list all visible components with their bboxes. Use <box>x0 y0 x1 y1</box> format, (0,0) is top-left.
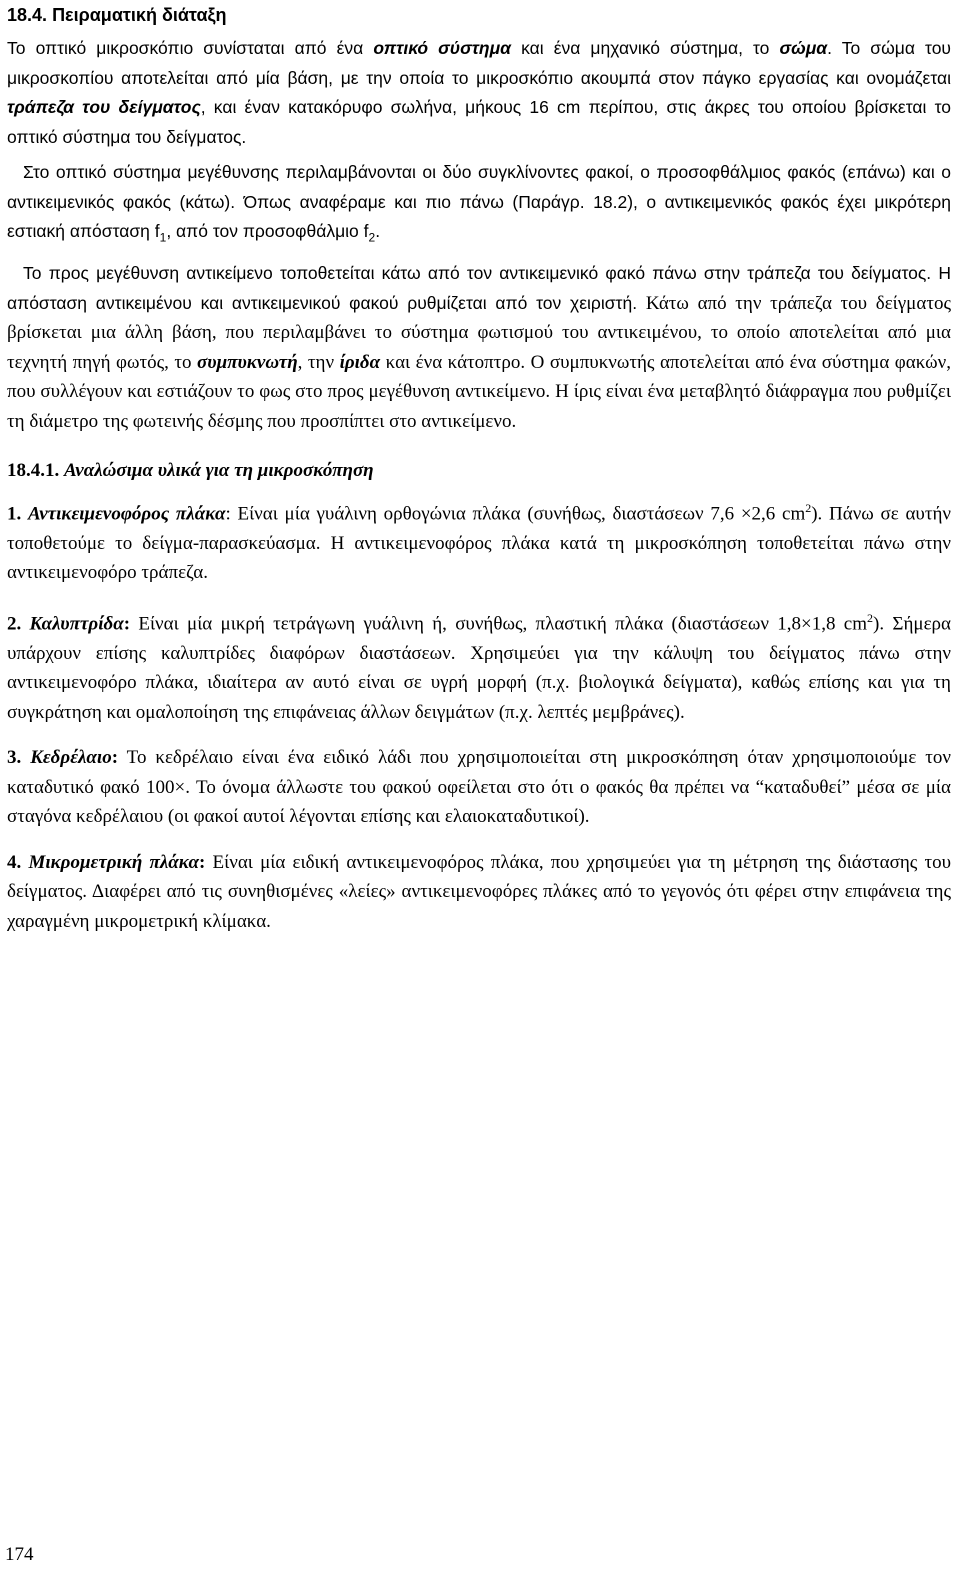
list-item-number: 2. <box>7 613 22 635</box>
para2-text-1: Στο οπτικό σύστημα μεγέθυνσης περιλαμβάνονται οι δύο συγκλίνοντες φακοί, ο προσοφθάλμιος φακός (επάνω) και ο αντικειμενικός φακός (κάτω). Όπως αναφέραμε και πιο πάνω (Παράγρ. 18.2), ο αντικειμενικός φακός έχει μικρότερη εστιακή απόσταση f <box>7 162 951 241</box>
subsection-number: 18.4.1. <box>7 460 60 481</box>
para2-text-2: , από τον προσοφθάλμιο f <box>166 221 369 241</box>
subsection-title: Αναλώσιμα υλικά για τη μικροσκόπηση <box>64 460 374 481</box>
section-number: 18.4. <box>7 5 48 25</box>
subscript-f2: 2 <box>368 230 376 245</box>
list-item-colon: : <box>123 613 131 635</box>
term-iris: ίριδα <box>339 351 381 373</box>
list-item <box>7 604 951 727</box>
list-item-text-2: ). Πάνω σε αυτήν τοποθετούμε το δείγμα-παρασκεύασμα. Η αντικειμενοφόρος πλάκα κατά τη μικροσκόπηση τοποθετείται πάνω στην αντικειμενοφόρο τράπεζα. <box>7 503 952 584</box>
para3-text-1: Το προς μεγέθυνση αντικείμενο τοποθετείται κάτω από τον αντικειμενικό φακό πάνω στην τράπεζα του δείγματος. Η απόσταση αντικειμένου και αντικειμενικού φακού ρυθμίζεται από τον χειριστή. <box>7 263 951 313</box>
term-body: σώμα <box>779 38 828 58</box>
superscript: 2 <box>805 501 812 515</box>
paragraph-illumination <box>7 259 951 436</box>
list-item-text: Το κεδρέλαιο είναι ένα ειδικό λάδι που χρησιμοποιείται στη μικροσκόπηση όταν χρησιμοποιούμε τον καταδυτικό φακό 100×. Το όνομα άλλωστε του φακού οφείλεται στο ότι ο φακός θα πρέπει να “καταδυθεί” μέσα σε μία σταγόνα κεδρέλαιου (οι φακοί αυτοί λέγονται επίσης και ελαιοκαταδυτικοί). <box>7 747 952 828</box>
subsection-heading <box>7 456 951 486</box>
list-item-colon: : <box>111 747 119 769</box>
list-item <box>7 494 951 588</box>
term-specimen-stage: τράπεζα του δείγματος <box>7 97 201 117</box>
para1-text-3: . Το σώμα του μικροσκοπίου αποτελείται από μία βάση, με την οποία το μικροσκόπιο ακουμπά στον πάγκο εργασίας και ονομάζεται <box>7 38 951 88</box>
paragraph-microscope-structure <box>7 34 951 152</box>
subscript-f1: 1 <box>159 230 167 245</box>
list-item-text: Είναι μία ειδική αντικειμενοφόρος πλάκα, που χρησιμεύει για τη μέτρηση της διάστασης του δείγματος. Διαφέρει από τις συνηθισμένες «λείες» αντικειμενοφόρες πλάκες από το γεγονός ότι φέρει στην επιφάνεια της χαραγμένη μικρομετρική κλίμακα. <box>7 851 951 932</box>
list-item-text: Είναι μία γυάλινη ορθογώνια πλάκα (συνήθως, διαστάσεων 7,6 ×2,6 cm <box>230 503 806 525</box>
list-item-number: 3. <box>7 747 22 769</box>
list-item-number: 4. <box>7 851 22 873</box>
list-item-text-2: ). Σήμερα υπάρχουν επίσης καλυπτρίδες διαφόρων διαστάσεων. Χρησιμεύει για την κάλυψη του δείγματος πάνω στην αντικειμενοφόρο πλάκα, ιδιαίτερα αν αυτό είναι σε υγρή μορφή (π.χ. βιολογικά δείγματα), καθώς επίσης και για τη συγκράτηση και ομαλοποίηση της επιφάνειας άλλων δειγμάτων (π.χ. λεπτές μεμβράνες). <box>7 613 951 723</box>
section-heading <box>7 0 951 30</box>
list-item <box>7 743 951 832</box>
document-page <box>7 0 951 936</box>
page-number: 174 <box>5 1544 34 1565</box>
para1-text-4: , και έναν κατακόρυφο σωλήνα, μήκους 16 cm περίπου, στις άκρες του οποίου βρίσκεται το οπτικό σύστημα του δείγματος. <box>7 97 951 147</box>
para3-text-3: , την <box>297 351 340 373</box>
term-optical-system: οπτικό σύστημα <box>373 38 512 58</box>
list-item-term: Καλυπτρίδα <box>29 613 124 635</box>
paragraph-optical-system <box>7 158 951 253</box>
list-item-text: Είναι μία μικρή τετράγωνη γυάλινη ή, συνήθως, πλαστική πλάκα (διαστάσεων 1,8×1,8 cm <box>130 613 868 635</box>
list-item <box>7 848 951 937</box>
term-condenser: συμπυκνωτή <box>197 351 298 373</box>
list-item-term: Κεδρέλαιο <box>30 747 112 769</box>
list-item-colon: : <box>225 503 231 525</box>
para1-text-2: και ένα μηχανικό σύστημα, το <box>511 38 780 58</box>
para3-text-4: και ένα κάτοπτρο. Ο συμπυκνωτής αποτελείται από ένα σύστημα φακών, που συλλέγουν και εστιάζουν το φως στο προς μεγέθυνση αντικείμενο. Η ίρις είναι ένα μεταβλητό διάφραγμα που ρυθμίζει τη διάμετρο της φωτεινής δέσμης που προσπίπτει στο αντικείμενο. <box>7 351 951 432</box>
list-item-number: 1. <box>7 503 22 525</box>
consumables-list <box>7 494 951 936</box>
para3-text-2: Κάτω από την τράπεζα του δείγματος βρίσκεται μια άλλη βάση, που περιλαμβάνει το σύστημα φωτισμού του αντικειμένου, το οποίο αποτελείται από μια τεχνητή πηγή φωτός, το <box>7 292 951 373</box>
para1-text-1: Το οπτικό μικροσκόπιο συνίσταται από ένα <box>7 38 374 58</box>
list-item-colon: : <box>199 851 206 873</box>
list-item-term: Μικρομετρική πλάκα <box>28 851 200 873</box>
list-item-term: Αντικειμενοφόρος πλάκα <box>27 503 226 525</box>
section-title: Πειραματική διάταξη <box>52 5 227 25</box>
superscript: 2 <box>867 610 874 625</box>
para2-text-3: . <box>375 221 381 241</box>
